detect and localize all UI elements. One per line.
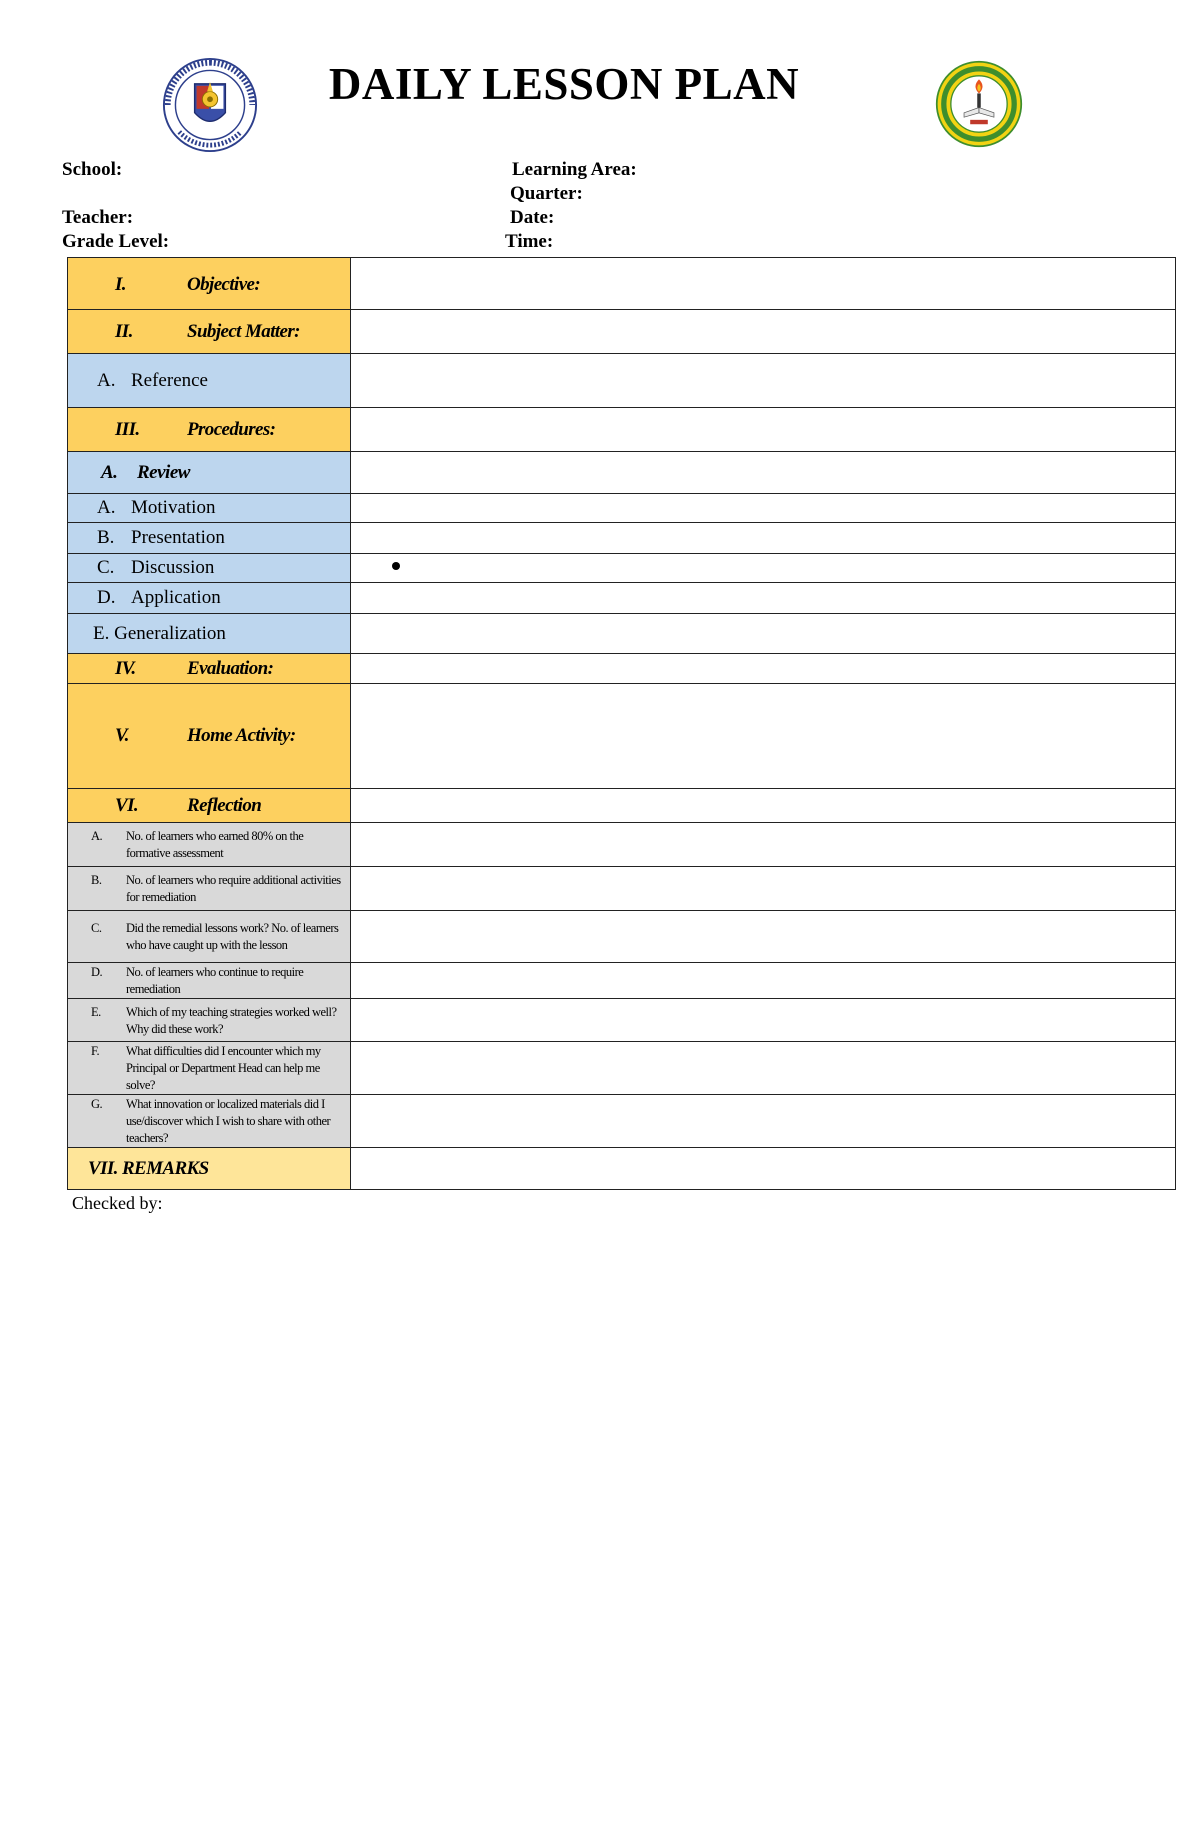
row-home-activity [68, 684, 1176, 789]
checked-by-label: Checked by: [72, 1193, 163, 1213]
reference-field[interactable] [351, 354, 1176, 408]
reflection-answer-field[interactable] [351, 1095, 1176, 1148]
reflection-row-f [68, 1042, 1176, 1095]
row-evaluation [68, 654, 1176, 684]
row-reflection [68, 789, 1176, 823]
reflection-question: A. No. of learners who earned 80% on the formative assessment [68, 823, 351, 867]
reflection-row-b [68, 867, 1176, 911]
row-review [68, 452, 1176, 494]
reflection-row-d [68, 963, 1176, 999]
row-motivation [68, 494, 1176, 523]
motivation-field[interactable] [351, 494, 1176, 523]
row-remarks [68, 1148, 1176, 1190]
reflection-header: VI. Reflection [68, 789, 351, 823]
discussion-field[interactable] [351, 554, 1176, 583]
application-field[interactable] [351, 583, 1176, 614]
row-procedures [68, 408, 1176, 452]
reflection-row-e [68, 999, 1176, 1042]
objective-header: I. Objective: [68, 258, 351, 310]
generalization-header: E. Generalization [68, 614, 351, 654]
reflection-question: D. No. of learners who continue to require remediation [68, 963, 351, 999]
row-application [68, 583, 1176, 614]
reflection-question: F. What difficulties did I encounter which my Principal or Department Head can help me solve? [68, 1042, 351, 1095]
row-presentation [68, 523, 1176, 554]
presentation-field[interactable] [351, 523, 1176, 554]
quarter-label: Quarter: [510, 183, 583, 204]
review-field[interactable] [351, 452, 1176, 494]
application-header: D. Application [68, 583, 351, 614]
row-subject-matter [68, 310, 1176, 354]
motivation-header: A. Motivation [68, 494, 351, 523]
reflection-answer-field[interactable] [351, 867, 1176, 911]
school-label: School: [62, 159, 123, 180]
procedures-header: III. Procedures: [68, 408, 351, 452]
learning-area-label: Learning Area: [512, 159, 637, 180]
bullet-icon [392, 562, 400, 570]
objective-field[interactable] [351, 258, 1176, 310]
row-generalization [68, 614, 1176, 654]
review-header: A. Review [68, 452, 351, 494]
grade-level-label: Grade Level: [62, 231, 170, 252]
discussion-header: C. Discussion [68, 554, 351, 583]
evaluation-field[interactable] [351, 654, 1176, 684]
school-seal-icon [934, 60, 1024, 148]
reflection-field[interactable] [351, 789, 1176, 823]
reference-header: A. Reference [68, 354, 351, 408]
reflection-answer-field[interactable] [351, 911, 1176, 963]
teacher-label: Teacher: [62, 207, 134, 228]
lesson-plan-table [67, 257, 1176, 1190]
reflection-question: E. Which of my teaching strategies worked well? Why did these work? [68, 999, 351, 1042]
generalization-field[interactable] [351, 614, 1176, 654]
row-reference [68, 354, 1176, 408]
time-label: Time: [505, 231, 554, 252]
reflection-answer-field[interactable] [351, 963, 1176, 999]
evaluation-header: IV. Evaluation: [68, 654, 351, 684]
home-activity-field[interactable] [351, 684, 1176, 789]
reflection-row-g [68, 1095, 1176, 1148]
row-objective [68, 258, 1176, 310]
remarks-field[interactable] [351, 1148, 1176, 1190]
reflection-row-a [68, 823, 1176, 867]
reflection-answer-field[interactable] [351, 1042, 1176, 1095]
reflection-row-c [68, 911, 1176, 963]
page-title: DAILY LESSON PLAN [328, 59, 800, 109]
procedures-field[interactable] [351, 408, 1176, 452]
deped-seal-icon [162, 57, 258, 153]
reflection-question: C. Did the remedial lessons work? No. of learners who have caught up with the lesson [68, 911, 351, 963]
date-label: Date: [510, 207, 555, 228]
reflection-question: G. What innovation or localized materials did I use/discover which I wish to share with other teachers? [68, 1095, 351, 1148]
reflection-answer-field[interactable] [351, 823, 1176, 867]
subject-matter-field[interactable] [351, 310, 1176, 354]
presentation-header: B. Presentation [68, 523, 351, 554]
reflection-answer-field[interactable] [351, 999, 1176, 1042]
home-activity-header: V. Home Activity: [68, 684, 351, 789]
row-discussion [68, 554, 1176, 583]
subject-matter-header: II. Subject Matter: [68, 310, 351, 354]
remarks-header: VII. REMARKS [68, 1148, 351, 1190]
reflection-question: B. No. of learners who require additional activities for remediation [68, 867, 351, 911]
